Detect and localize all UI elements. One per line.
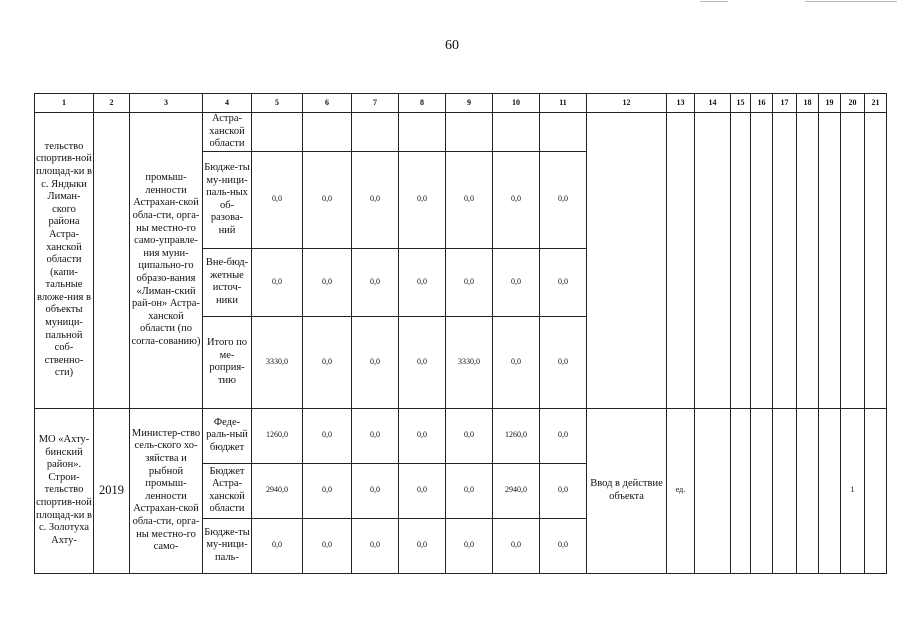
value-cell: 0,0 <box>399 316 446 408</box>
value-cell <box>540 113 587 152</box>
value-cell: 0,0 <box>446 408 493 463</box>
year-cell: 2019 <box>94 408 130 573</box>
value-cell: 0,0 <box>352 151 399 248</box>
funding-source-cell: Астра-ханской области <box>203 113 252 152</box>
funding-source-cell: Бюджет Астра-ханской области <box>203 463 252 518</box>
column-number: 4 <box>203 94 252 113</box>
column-number: 6 <box>303 94 352 113</box>
value-cell: 0,0 <box>252 248 303 316</box>
column-number-row <box>35 94 887 113</box>
object-name-cell: МО «Ахту-бинский район». Строи-тельство спортив-ной площад-ки в с. Золотуха Ахту- <box>35 408 94 573</box>
value-cell: 0,0 <box>540 151 587 248</box>
value-cell: 0,0 <box>303 408 352 463</box>
value-cell: 0,0 <box>399 518 446 573</box>
value-cell: 0,0 <box>352 518 399 573</box>
column-number: 21 <box>865 94 887 113</box>
funding-source-cell: Феде-раль-ный бюджет <box>203 408 252 463</box>
value-cell: 0,0 <box>493 248 540 316</box>
value-cell: 0,0 <box>399 248 446 316</box>
indicator-cell <box>587 113 667 409</box>
indicator-value-cell <box>695 113 731 409</box>
value-cell: 0,0 <box>303 316 352 408</box>
indicator-value-cell <box>841 113 865 409</box>
value-cell: 0,0 <box>303 518 352 573</box>
value-cell: 0,0 <box>540 408 587 463</box>
value-cell: 0,0 <box>493 151 540 248</box>
value-cell: 0,0 <box>252 151 303 248</box>
indicator-value-cell <box>865 408 887 573</box>
column-number: 10 <box>493 94 540 113</box>
value-cell: 0,0 <box>540 463 587 518</box>
value-cell: 0,0 <box>399 151 446 248</box>
executor-cell: промыш-ленности Астрахан-ской обла-сти, орга-ны местно-го само-управле-ния муни-ципально-го образо-вания «Лиман-ский рай-он» Астра-ханской области (по согла-сованию) <box>130 113 203 409</box>
indicator-value-cell <box>731 113 751 409</box>
value-cell: 0,0 <box>493 316 540 408</box>
indicator-value-cell <box>773 113 797 409</box>
value-cell: 0,0 <box>399 463 446 518</box>
indicator-value-cell <box>865 113 887 409</box>
value-cell <box>252 113 303 152</box>
value-cell: 0,0 <box>446 151 493 248</box>
indicator-value-cell <box>773 408 797 573</box>
value-cell: 2940,0 <box>493 463 540 518</box>
value-cell: 0,0 <box>540 248 587 316</box>
page-number: 60 <box>445 38 459 53</box>
column-number: 2 <box>94 94 130 113</box>
funding-source-cell: Бюдже-ты му-ници-паль- <box>203 518 252 573</box>
indicator-value-cell: 1 <box>841 408 865 573</box>
value-cell: 0,0 <box>446 463 493 518</box>
column-number: 16 <box>751 94 773 113</box>
indicator-value-cell <box>731 408 751 573</box>
column-number: 15 <box>731 94 751 113</box>
funding-source-cell: Вне-бюд-жетные источ-ники <box>203 248 252 316</box>
program-table-wrapper <box>34 93 887 574</box>
value-cell: 0,0 <box>252 518 303 573</box>
column-number: 17 <box>773 94 797 113</box>
unit-cell: ед. <box>667 408 695 573</box>
funding-source-cell: Бюдже-ты му-ници-паль-ных об-разова-ний <box>203 151 252 248</box>
column-number: 7 <box>352 94 399 113</box>
column-number: 13 <box>667 94 695 113</box>
value-cell: 0,0 <box>352 316 399 408</box>
indicator-value-cell <box>819 408 841 573</box>
column-number: 5 <box>252 94 303 113</box>
table-row <box>35 113 887 152</box>
object-name-cell: тельство спортив-ной площад-ки в с. Яндыки Лиман-ского района Астра-ханской области (капи-тальные вложе-ния в объекты муници-пальной соб-ственно-сти) <box>35 113 94 409</box>
value-cell: 2940,0 <box>252 463 303 518</box>
indicator-value-cell <box>751 408 773 573</box>
value-cell: 0,0 <box>303 151 352 248</box>
value-cell: 1260,0 <box>493 408 540 463</box>
top-edge-line <box>805 1 897 2</box>
value-cell: 0,0 <box>303 463 352 518</box>
indicator-value-cell <box>751 113 773 409</box>
funding-source-cell: Итого по ме-роприя-тию <box>203 316 252 408</box>
column-number: 3 <box>130 94 203 113</box>
value-cell: 0,0 <box>540 316 587 408</box>
column-number: 9 <box>446 94 493 113</box>
column-number: 19 <box>819 94 841 113</box>
column-number: 1 <box>35 94 94 113</box>
value-cell: 0,0 <box>303 248 352 316</box>
column-number: 14 <box>695 94 731 113</box>
value-cell <box>352 113 399 152</box>
value-cell: 1260,0 <box>252 408 303 463</box>
indicator-value-cell <box>695 408 731 573</box>
value-cell: 3330,0 <box>446 316 493 408</box>
table-row <box>35 408 887 463</box>
program-table <box>34 93 887 574</box>
top-edge-line <box>700 1 728 2</box>
year-cell <box>94 113 130 409</box>
value-cell: 0,0 <box>399 408 446 463</box>
indicator-value-cell <box>797 408 819 573</box>
column-number: 12 <box>587 94 667 113</box>
indicator-cell: Ввод в действие объекта <box>587 408 667 573</box>
value-cell: 0,0 <box>493 518 540 573</box>
value-cell: 0,0 <box>352 463 399 518</box>
value-cell: 0,0 <box>352 408 399 463</box>
value-cell: 0,0 <box>446 518 493 573</box>
indicator-value-cell <box>797 113 819 409</box>
value-cell: 0,0 <box>446 248 493 316</box>
value-cell <box>399 113 446 152</box>
value-cell <box>493 113 540 152</box>
column-number: 18 <box>797 94 819 113</box>
indicator-value-cell <box>819 113 841 409</box>
column-number: 8 <box>399 94 446 113</box>
value-cell <box>303 113 352 152</box>
value-cell: 0,0 <box>352 248 399 316</box>
unit-cell <box>667 113 695 409</box>
column-number: 11 <box>540 94 587 113</box>
value-cell: 3330,0 <box>252 316 303 408</box>
value-cell <box>446 113 493 152</box>
value-cell: 0,0 <box>540 518 587 573</box>
column-number: 20 <box>841 94 865 113</box>
executor-cell: Министер-ство сель-ского хо-зяйства и рыбной промыш-ленности Астрахан-ской обла-сти, орга-ны местно-го само- <box>130 408 203 573</box>
